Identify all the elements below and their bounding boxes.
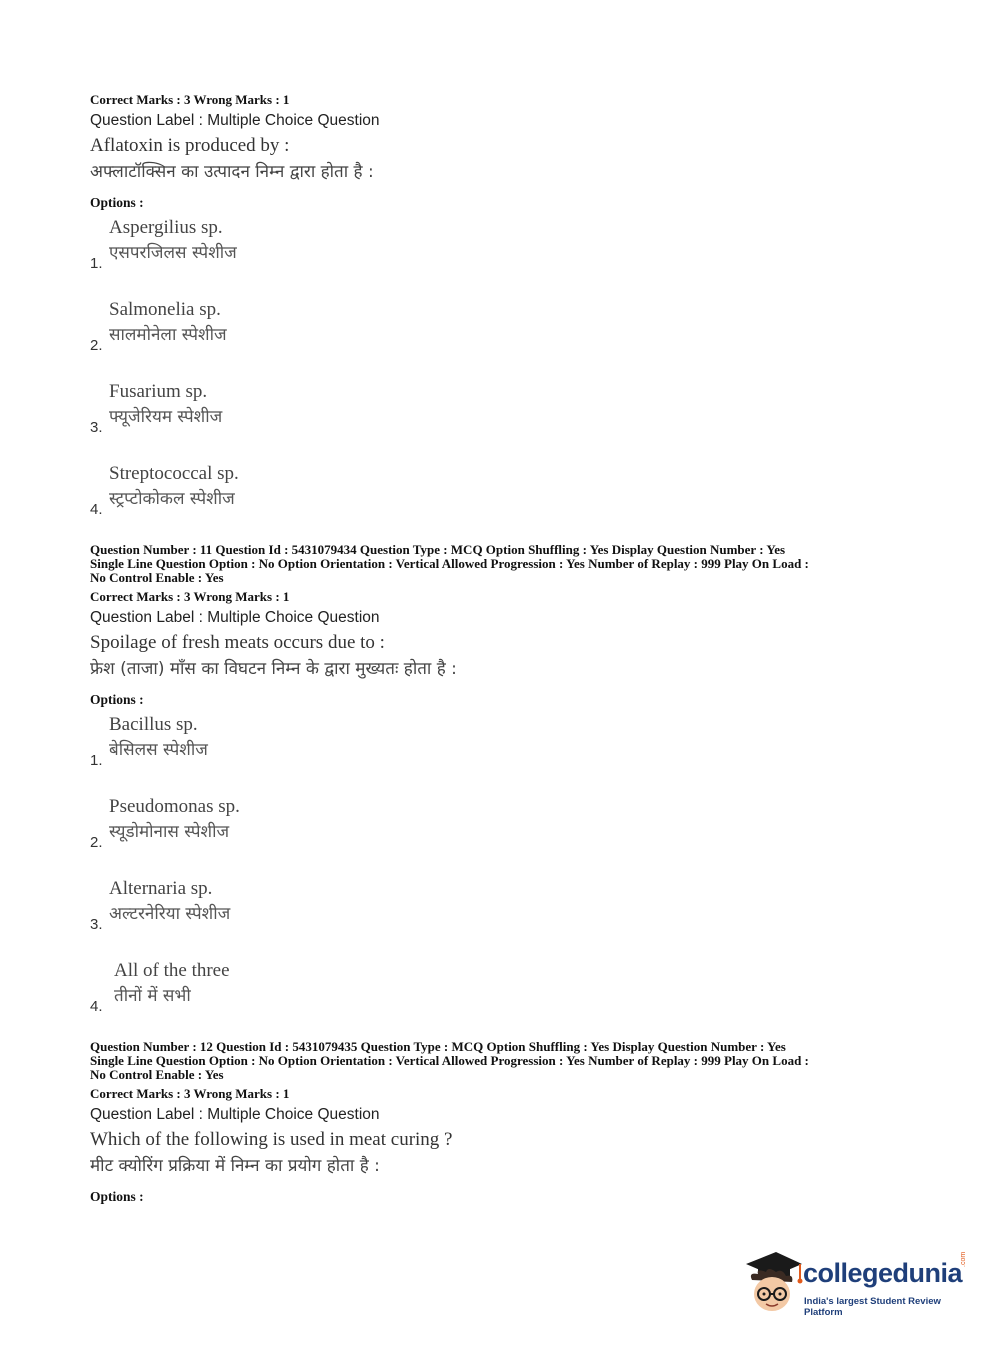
option-text-hindi: एसपरजिलस स्पेशीज [109, 243, 237, 263]
question-label: Question Label : Multiple Choice Question [90, 112, 380, 129]
question-text-english: Spoilage of fresh meats occurs due to : [90, 632, 385, 653]
option-4 [90, 461, 920, 529]
option-number: 3. [90, 419, 103, 436]
marks-line: Correct Marks : 3 Wrong Marks : 1 [90, 589, 290, 604]
options-heading: Options : [90, 692, 144, 707]
question-11 [90, 543, 920, 1026]
option-2 [90, 794, 920, 876]
logo-domain-suffix: .com [960, 1251, 967, 1267]
option-text-english: Alternaria sp. [109, 878, 213, 899]
option-2 [90, 297, 920, 379]
question-10 [90, 92, 920, 529]
option-text-hindi: तीनों में सभी [114, 986, 191, 1006]
option-number: 2. [90, 834, 103, 851]
option-text-hindi: बेसिलस स्पेशीज [109, 740, 208, 760]
collegedunia-logo [742, 1250, 972, 1320]
option-3 [90, 876, 920, 958]
exam-page [90, 88, 920, 1205]
question-meta-line: No Control Enable : Yes [90, 570, 224, 585]
question-label: Question Label : Multiple Choice Question [90, 609, 380, 626]
logo-wordmark: collegedunia [803, 1258, 963, 1288]
question-text-hindi: अफ्लाटॉक्सिन का उत्पादन निम्न द्वारा होता है : [90, 162, 374, 182]
marks-line: Correct Marks : 3 Wrong Marks : 1 [90, 1086, 290, 1101]
question-text-hindi: फ्रेश (ताजा) माँस का विघटन निम्न के द्वारा मुख्यतः होता है : [90, 659, 457, 679]
question-meta-line: Question Number : 12 Question Id : 5431079435 Question Type : MCQ Option Shuffling : Yes Display Question Number : Yes [90, 1039, 786, 1054]
option-text-hindi: फ्यूजेरियम स्पेशीज [109, 407, 223, 427]
options-heading: Options : [90, 195, 144, 210]
option-text-english: Fusarium sp. [109, 381, 208, 402]
options-heading: Options : [90, 1189, 144, 1204]
option-text-english: Aspergilius sp. [109, 217, 223, 238]
option-number: 3. [90, 916, 103, 933]
option-text-english: Streptococcal sp. [109, 463, 239, 484]
option-number: 4. [90, 998, 103, 1015]
option-text-hindi: अल्टरनेरिया स्पेशीज [109, 904, 231, 924]
logo-tagline: India's largest Student Review Platform [804, 1296, 941, 1318]
option-3 [90, 379, 920, 461]
question-12 [90, 1040, 920, 1205]
question-text-english: Which of the following is used in meat curing ? [90, 1129, 453, 1150]
mascot-icon [742, 1250, 804, 1320]
option-text-english: Bacillus sp. [109, 714, 198, 735]
option-1 [90, 712, 920, 794]
option-number: 2. [90, 337, 103, 354]
option-text-english: Salmonelia sp. [109, 299, 221, 320]
option-number: 1. [90, 255, 103, 272]
option-text-hindi: सालमोनेला स्पेशीज [109, 325, 227, 345]
question-meta-line: No Control Enable : Yes [90, 1067, 224, 1082]
option-number: 4. [90, 501, 103, 518]
option-1 [90, 215, 920, 297]
question-meta-line: Question Number : 11 Question Id : 5431079434 Question Type : MCQ Option Shuffling : Yes Display Question Number : Yes [90, 542, 786, 557]
marks-line: Correct Marks : 3 Wrong Marks : 1 [90, 92, 290, 107]
option-text-english: Pseudomonas sp. [109, 796, 240, 817]
option-number: 1. [90, 752, 103, 769]
option-4 [90, 958, 920, 1026]
option-text-hindi: स्ट्रप्टोकोकल स्पेशीज [109, 489, 235, 509]
question-text-english: Aflatoxin is produced by : [90, 135, 290, 156]
question-meta-line: Single Line Question Option : No Option Orientation : Vertical Allowed Progression : Yes Number of Replay : 999 Play On Load : [90, 556, 809, 571]
question-label: Question Label : Multiple Choice Question [90, 1106, 380, 1123]
option-text-english: All of the three [114, 960, 230, 981]
question-meta-line: Single Line Question Option : No Option Orientation : Vertical Allowed Progression : Yes Number of Replay : 999 Play On Load : [90, 1053, 809, 1068]
option-text-hindi: स्यूडोमोनास स्पेशीज [109, 822, 230, 842]
question-text-hindi: मीट क्योरिंग प्रक्रिया में निम्न का प्रयोग होता है : [90, 1156, 380, 1176]
